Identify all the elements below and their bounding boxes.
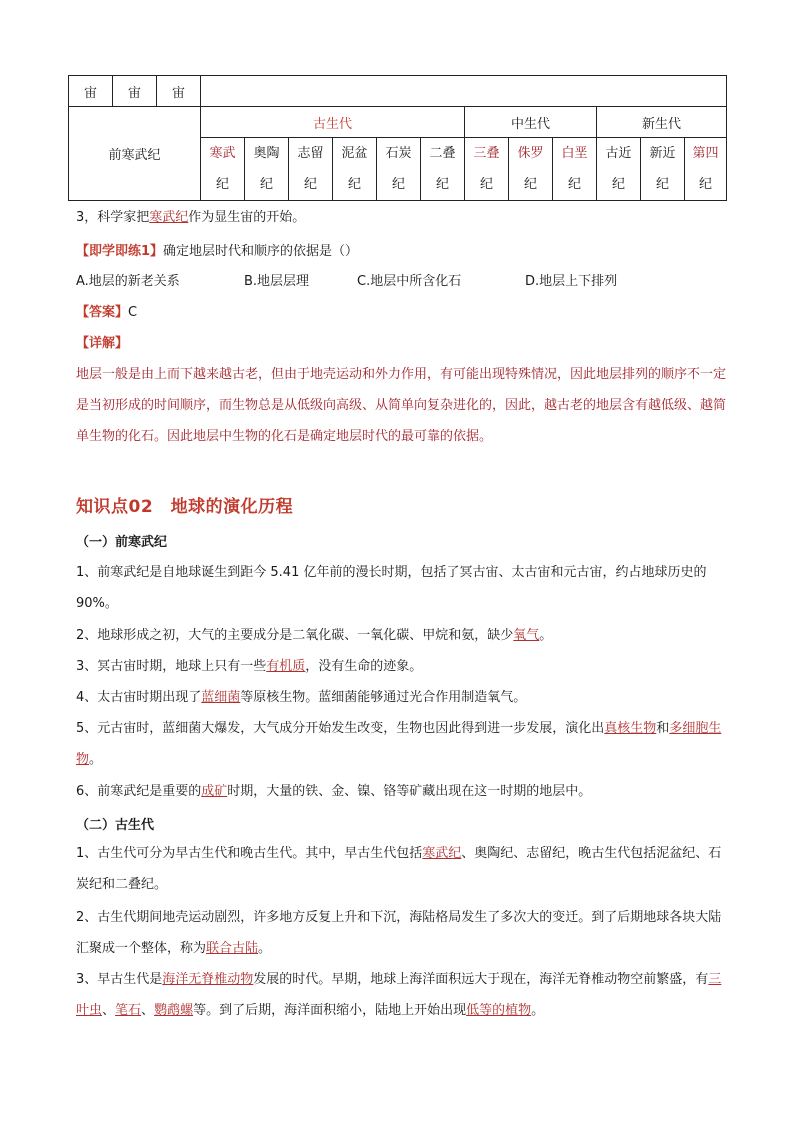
period-cell: 第四 纪 [685, 138, 727, 201]
option-b: B.地层层理 [244, 274, 310, 289]
detail-text: 地层一般是由上而下越来越古老，但由于地壳运动和外力作用，有可能出现特殊情况，因此地层排列的顺序不一定是当初形成的时间顺序，而生物总是从低级向高级、从简单向复杂进化的，因此，越古老的地层含有越低级、越简单生物的化石。因此地层中生物的化石是确定地层时代的最可靠的依据。 [76, 367, 727, 444]
detail-label: 【详解】 [76, 336, 129, 351]
precambrian-cell: 前寒武纪 [69, 107, 201, 201]
option-d: D.地层上下排列 [525, 274, 618, 289]
option-c: C.地层中所含化石 [357, 274, 462, 289]
paragraph: 2、古生代期间地壳运动剧烈，许多地方反复上升和下沉，海陆格局发生了多次大的变迁。到了后期地球各块大陆汇聚成一个整体，称为联合古陆。 [76, 910, 722, 956]
paragraph: 1、前寒武纪是自地球诞生到距今 5.41 亿年前的漫长时期，包括了冥古宙、太古宙和元古宙，约占地球历史的 90%。 [76, 565, 707, 611]
paragraph: 3、早古生代是海洋无脊椎动物发展的时代。早期，地球上海洋面积远大于现在，海洋无脊椎动物空前繁盛，有三叶虫、笔石、鹦鹉螺等。到了后期，海洋面积缩小，陆地上开始出现低等的植物。 [76, 972, 722, 1018]
subsection-paleozoic: （二）古生代 [76, 818, 155, 833]
era-mesozoic: 中生代 [465, 107, 597, 138]
period-cell: 奥陶 纪 [245, 138, 289, 201]
option-a: A.地层的新老关系 [76, 274, 180, 289]
paragraph: 3、冥古宙时期，地球上只有一些有机质，没有生命的迹象。 [76, 659, 423, 674]
era-cenozoic: 新生代 [597, 107, 727, 138]
quiz-options [76, 272, 726, 292]
period-cell: 志留 纪 [289, 138, 333, 201]
paragraph: 4、太古宙时期出现了蓝细菌等原核生物。蓝细菌能够通过光合作用制造氧气。 [76, 690, 527, 705]
period-cell: 寒武 纪 [201, 138, 245, 201]
paragraph: 2、地球形成之初，大气的主要成分是二氧化碳、一氧化碳、甲烷和氨，缺少氧气。 [76, 628, 553, 643]
period-cell: 二叠 纪 [421, 138, 465, 201]
period-cell: 三叠 纪 [465, 138, 509, 201]
period-cell: 新近 纪 [641, 138, 685, 201]
paragraph: 6、前寒武纪是重要的成矿时期，大量的铁、金、镍、铬等矿藏出现在这一时期的地层中。 [76, 784, 592, 799]
period-cell: 白垩 纪 [553, 138, 597, 201]
section-title: 知识点02 地球的演化历程 [76, 497, 294, 517]
answer-line: 【答案】C [76, 305, 138, 320]
note-3: 3，科学家把寒武纪作为显生宙的开始。 [76, 210, 306, 225]
geologic-time-table [68, 75, 727, 201]
eon-cell: 宙 [113, 76, 157, 107]
period-cell: 泥盆 纪 [333, 138, 377, 201]
quiz-question: 【即学即练1】确定地层时代和顺序的依据是（） [76, 244, 359, 259]
period-cell: 侏罗 纪 [509, 138, 553, 201]
eon-cell: 宙 [69, 76, 113, 107]
era-paleozoic: 古生代 [201, 107, 465, 138]
eon-cell: 宙 [157, 76, 201, 107]
subsection-precambrian: （一）前寒武纪 [76, 535, 168, 550]
period-cell: 古近 纪 [597, 138, 641, 201]
empty-cell [201, 76, 727, 107]
paragraph: 1、古生代可分为早古生代和晚古生代。其中，早古生代包括寒武纪、奥陶纪、志留纪，晚古生代包括泥盆纪、石炭纪和二叠纪。 [76, 846, 722, 892]
period-cell: 石炭 纪 [377, 138, 421, 201]
paragraph: 5、元古宙时，蓝细菌大爆发，大气成分开始发生改变，生物也因此得到进一步发展，演化出真核生物和多细胞生物。 [76, 721, 722, 767]
